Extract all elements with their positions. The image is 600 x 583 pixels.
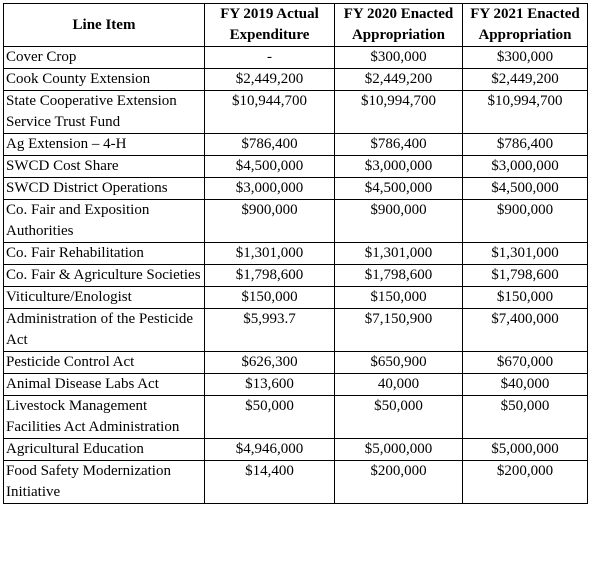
line-item-cell: Co. Fair & Agriculture Societies [4, 265, 205, 287]
fy2021-cell: $150,000 [463, 287, 588, 309]
table-row [4, 91, 588, 134]
header-fy2019: FY 2019 Actual Expenditure [205, 4, 335, 47]
fy2020-cell: $786,400 [335, 134, 463, 156]
table-row [4, 200, 588, 243]
fy2020-cell: $200,000 [335, 461, 463, 504]
line-item-cell: State Cooperative Extension Service Trust Fund [4, 91, 205, 134]
header-fy2020: FY 2020 Enacted Appropriation [335, 4, 463, 47]
line-item-cell: Cover Crop [4, 47, 205, 69]
fy2020-cell: $4,500,000 [335, 178, 463, 200]
fy2020-cell: $900,000 [335, 200, 463, 243]
fy2020-cell: $300,000 [335, 47, 463, 69]
line-item-cell: Food Safety Modernization Initiative [4, 461, 205, 504]
fy2019-cell: $14,400 [205, 461, 335, 504]
fy2020-cell: $7,150,900 [335, 309, 463, 352]
line-item-cell: SWCD Cost Share [4, 156, 205, 178]
line-item-cell: Cook County Extension [4, 69, 205, 91]
line-item-cell: Animal Disease Labs Act [4, 374, 205, 396]
fy2019-cell: $4,500,000 [205, 156, 335, 178]
fy2019-cell: $50,000 [205, 396, 335, 439]
fy2021-cell: $1,798,600 [463, 265, 588, 287]
fy2019-cell: $2,449,200 [205, 69, 335, 91]
fy2020-cell: $3,000,000 [335, 156, 463, 178]
line-item-cell: Livestock Management Facilities Act Administration [4, 396, 205, 439]
table-row [4, 134, 588, 156]
fy2021-cell: $5,000,000 [463, 439, 588, 461]
fy2021-cell: $900,000 [463, 200, 588, 243]
table-row [4, 265, 588, 287]
line-item-cell: Administration of the Pesticide Act [4, 309, 205, 352]
fy2021-cell: $670,000 [463, 352, 588, 374]
line-item-cell: Viticulture/Enologist [4, 287, 205, 309]
fy2021-cell: $10,994,700 [463, 91, 588, 134]
header-line-item: Line Item [4, 4, 205, 47]
fy2020-cell: $2,449,200 [335, 69, 463, 91]
table-row [4, 352, 588, 374]
fy2020-cell: $10,994,700 [335, 91, 463, 134]
line-item-cell: Co. Fair and Exposition Authorities [4, 200, 205, 243]
fy2019-cell: $786,400 [205, 134, 335, 156]
fy2019-cell: $10,944,700 [205, 91, 335, 134]
fy2021-cell: $200,000 [463, 461, 588, 504]
fy2019-cell: $4,946,000 [205, 439, 335, 461]
fy2020-cell: $150,000 [335, 287, 463, 309]
table-row [4, 396, 588, 439]
line-item-cell: Ag Extension – 4-H [4, 134, 205, 156]
line-item-cell: Agricultural Education [4, 439, 205, 461]
table-row [4, 178, 588, 200]
fy2021-cell: $786,400 [463, 134, 588, 156]
fy2021-cell: $40,000 [463, 374, 588, 396]
fy2019-cell: $5,993.7 [205, 309, 335, 352]
fy2019-cell: $3,000,000 [205, 178, 335, 200]
fy2019-cell: $13,600 [205, 374, 335, 396]
fy2020-cell: $5,000,000 [335, 439, 463, 461]
line-item-cell: Co. Fair Rehabilitation [4, 243, 205, 265]
fy2021-cell: $50,000 [463, 396, 588, 439]
fy2021-cell: $300,000 [463, 47, 588, 69]
fy2021-cell: $1,301,000 [463, 243, 588, 265]
fy2019-cell: $626,300 [205, 352, 335, 374]
header-row [4, 4, 588, 47]
line-item-cell: SWCD District Operations [4, 178, 205, 200]
table-row [4, 69, 588, 91]
fy2021-cell: $3,000,000 [463, 156, 588, 178]
fy2020-cell: $1,798,600 [335, 265, 463, 287]
budget-table [3, 3, 588, 504]
fy2019-cell: $1,798,600 [205, 265, 335, 287]
fy2020-cell: $1,301,000 [335, 243, 463, 265]
table-row [4, 243, 588, 265]
table-row [4, 309, 588, 352]
fy2021-cell: $4,500,000 [463, 178, 588, 200]
fy2019-cell: $900,000 [205, 200, 335, 243]
fy2019-cell: $150,000 [205, 287, 335, 309]
table-row [4, 461, 588, 504]
table-row [4, 287, 588, 309]
fy2020-cell: $50,000 [335, 396, 463, 439]
table-row [4, 439, 588, 461]
header-fy2021: FY 2021 Enacted Appropriation [463, 4, 588, 47]
table-row [4, 156, 588, 178]
fy2021-cell: $7,400,000 [463, 309, 588, 352]
fy2019-cell: - [205, 47, 335, 69]
fy2020-cell: $650,900 [335, 352, 463, 374]
line-item-cell: Pesticide Control Act [4, 352, 205, 374]
table-row [4, 47, 588, 69]
fy2021-cell: $2,449,200 [463, 69, 588, 91]
fy2020-cell: 40,000 [335, 374, 463, 396]
fy2019-cell: $1,301,000 [205, 243, 335, 265]
table-row [4, 374, 588, 396]
